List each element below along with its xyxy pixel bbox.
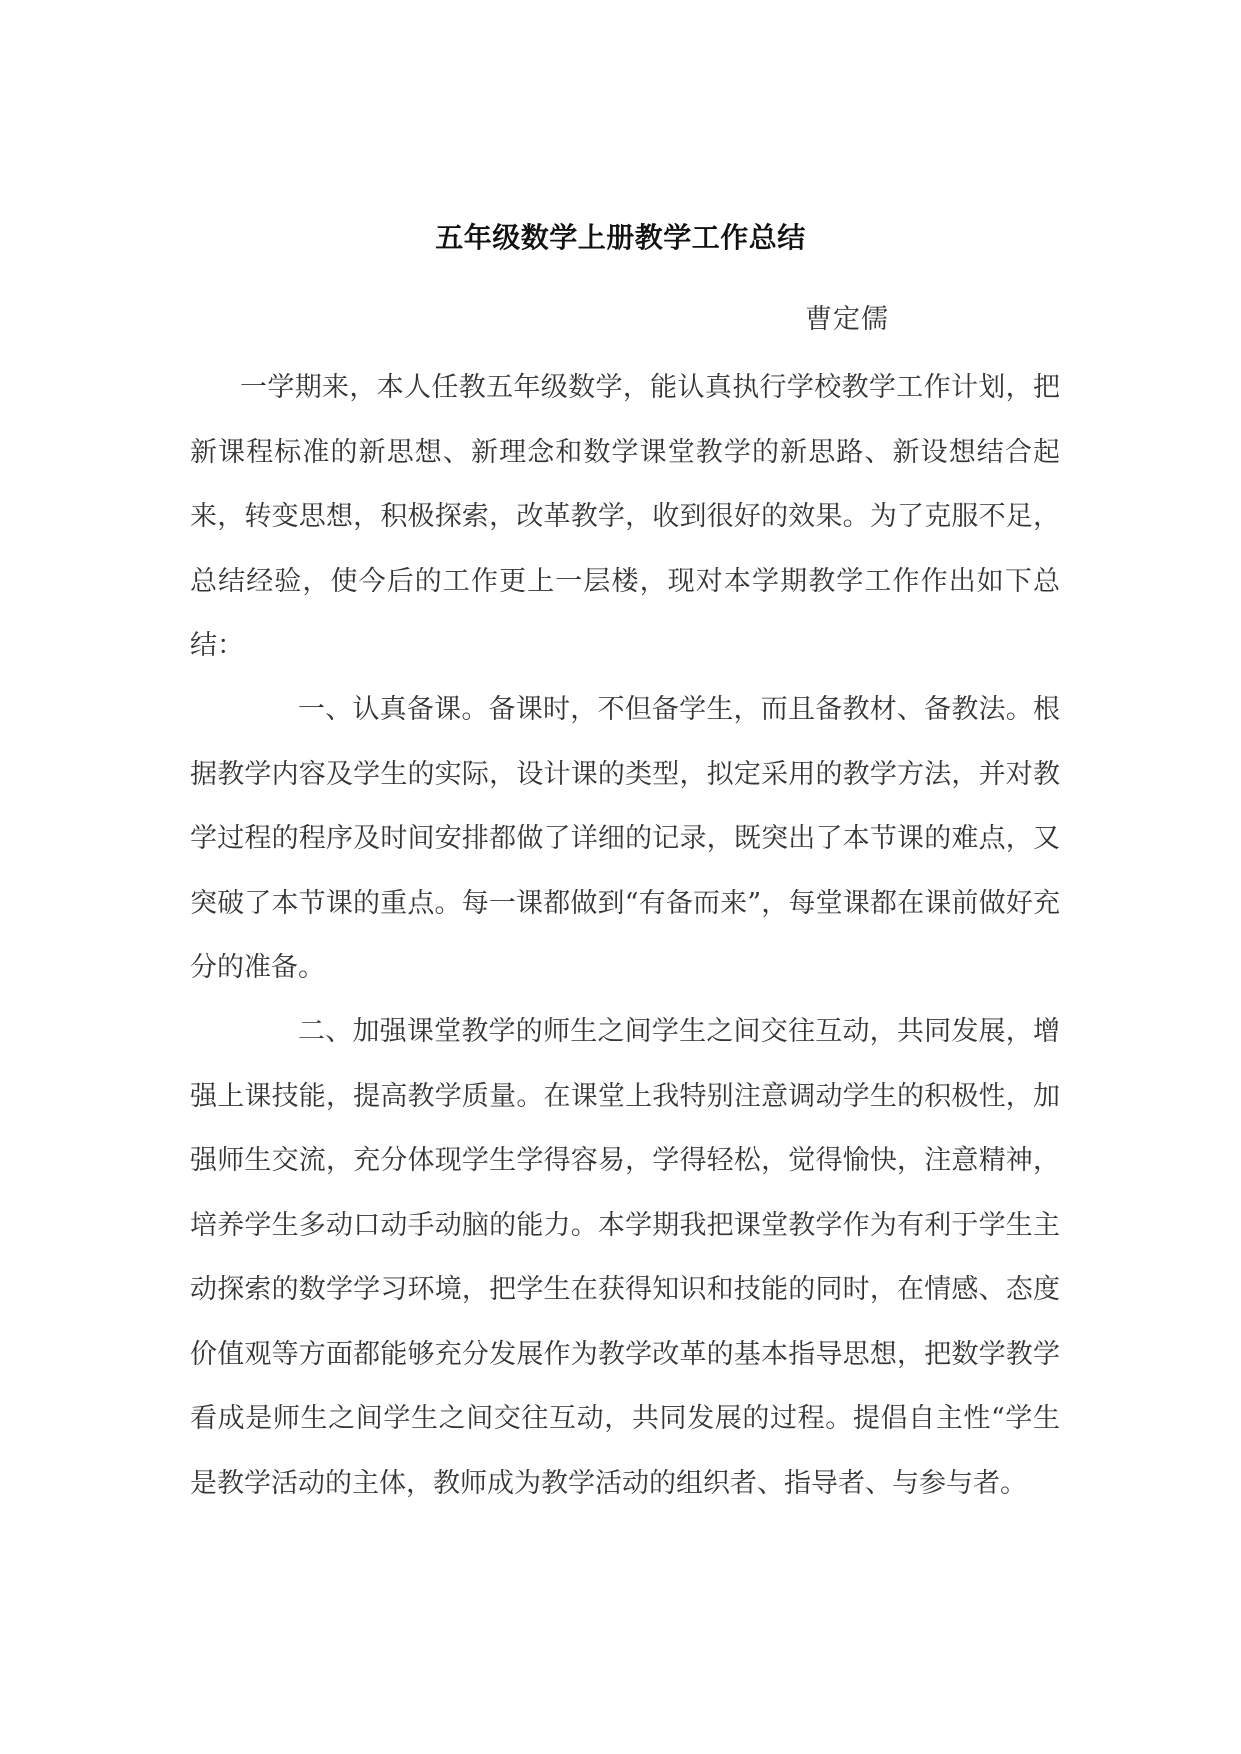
paragraph-classroom-teaching: 二、加强课堂教学的师生之间学生之间交往互动，共同发展，增强上课技能，提高教学质量。在课堂上我特别注意调动学生的积极性，加强师生交流，充分体现学生学得容易，学得轻松，觉得愉快，注意精神，培养学生多动口动手动脑的能力。本学期我把课堂教学作为有利于学生主动探索的数学学习环境，把学生在获得知识和技能的同时，在情感、态度价值观等方面都能够充分发展作为教学改革的基本指导思想，把数学教学看成是师生之间学生之间交往互动，共同发展的过程。提倡自主性“学生是教学活动的主体，教师成为教学活动的组织者、指导者、与参与者。 xyxy=(190,1016,1060,1499)
paragraph-lesson-preparation: 一、认真备课。备课时，不但备学生，而且备教材、备教法。根据教学内容及学生的实际，设计课的类型，拟定采用的教学方法，并对教学过程的程序及时间安排都做了详细的记录，既突出了本节课的难点，又突破了本节课的重点。每一课都做到“有备而来”，每堂课都在课前做好充分的准备。 xyxy=(190,694,1060,983)
paragraph-intro: 一学期来，本人任教五年级数学，能认真执行学校教学工作计划，把新课程标准的新思想、新理念和数学课堂教学的新思路、新设想结合起来，转变思想，积极探索，改革教学，收到很好的效果。为了克服不足，总结经验，使今后的工作更上一层楼，现对本学期教学工作作出如下总结： xyxy=(190,372,1060,661)
document-author: 曹定儒 xyxy=(805,304,889,335)
document-title: 五年级数学上册教学工作总结 xyxy=(435,221,806,254)
